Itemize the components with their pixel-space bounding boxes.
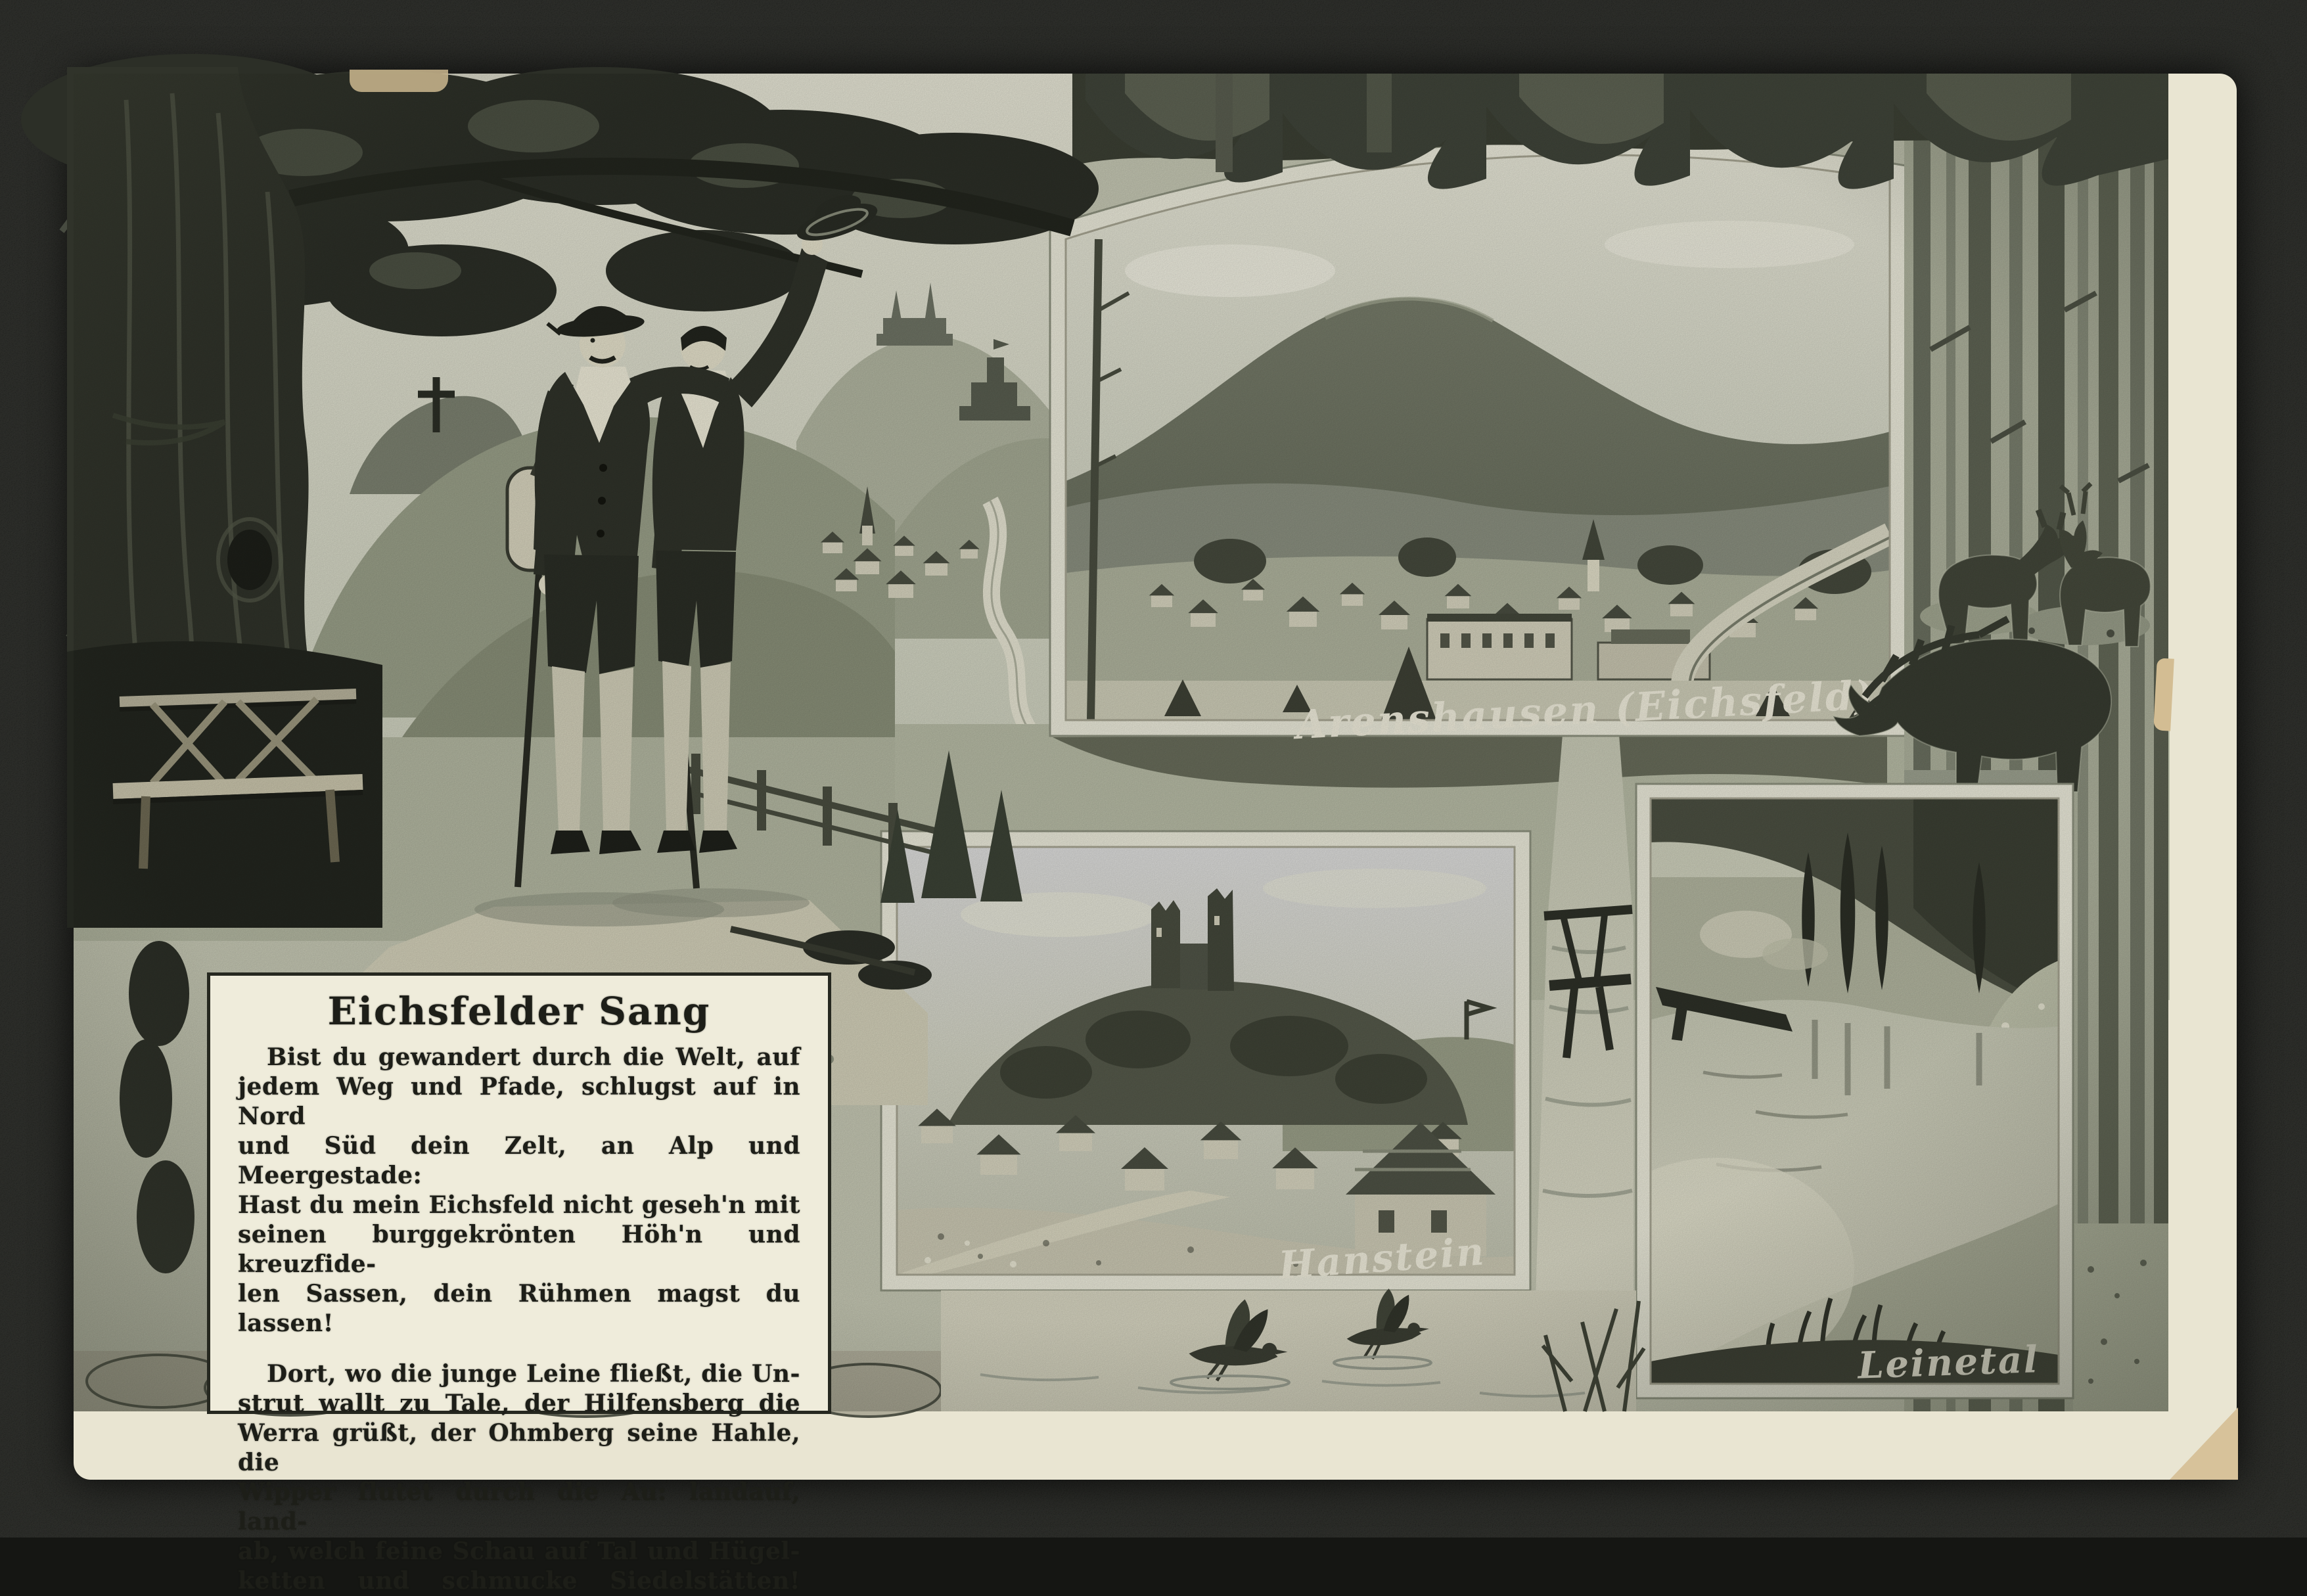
poem-line: Wipper flutet durch die Au: landauf, land-	[238, 1478, 800, 1536]
poem-line: Hast du mein Eichsfeld nicht geseh'n mit	[238, 1191, 800, 1219]
poem-line: len Sassen, dein Rühmen magst du lassen!	[238, 1280, 800, 1337]
paper-chip	[2170, 1407, 2238, 1480]
poem-stanza-2	[238, 1359, 800, 1596]
poem-stanza-1	[238, 1043, 800, 1338]
poem-line: strut wallt zu Tale, der Hilfensberg die	[238, 1390, 800, 1417]
poem-title: Eichsfelder Sang	[327, 989, 711, 1034]
poem-line: ketten und schmucke Siedelstätten!	[238, 1567, 800, 1595]
poem-box	[207, 972, 831, 1595]
poem-line: Bist du gewandert durch die Welt, auf	[267, 1043, 800, 1071]
poem-line: Werra grüßt, der Ohmberg seine Hahle, die	[238, 1419, 800, 1476]
paper-chip	[2153, 658, 2174, 731]
poem-line: ab, welch feine Schau auf Tal und Hügel-	[238, 1538, 800, 1565]
poem-line: und Süd dein Zelt, an Alp und Meergestade:	[238, 1132, 800, 1189]
postcard	[74, 74, 2237, 1595]
poem-line: jedem Weg und Pfade, schlugst auf in Nord	[238, 1073, 800, 1130]
poem-line: Dort, wo die junge Leine fließt, die Un-	[267, 1360, 800, 1388]
poem-line: seinen burggekrönten Höh'n und kreuzfide-	[238, 1221, 800, 1278]
paper-chip	[350, 70, 448, 92]
